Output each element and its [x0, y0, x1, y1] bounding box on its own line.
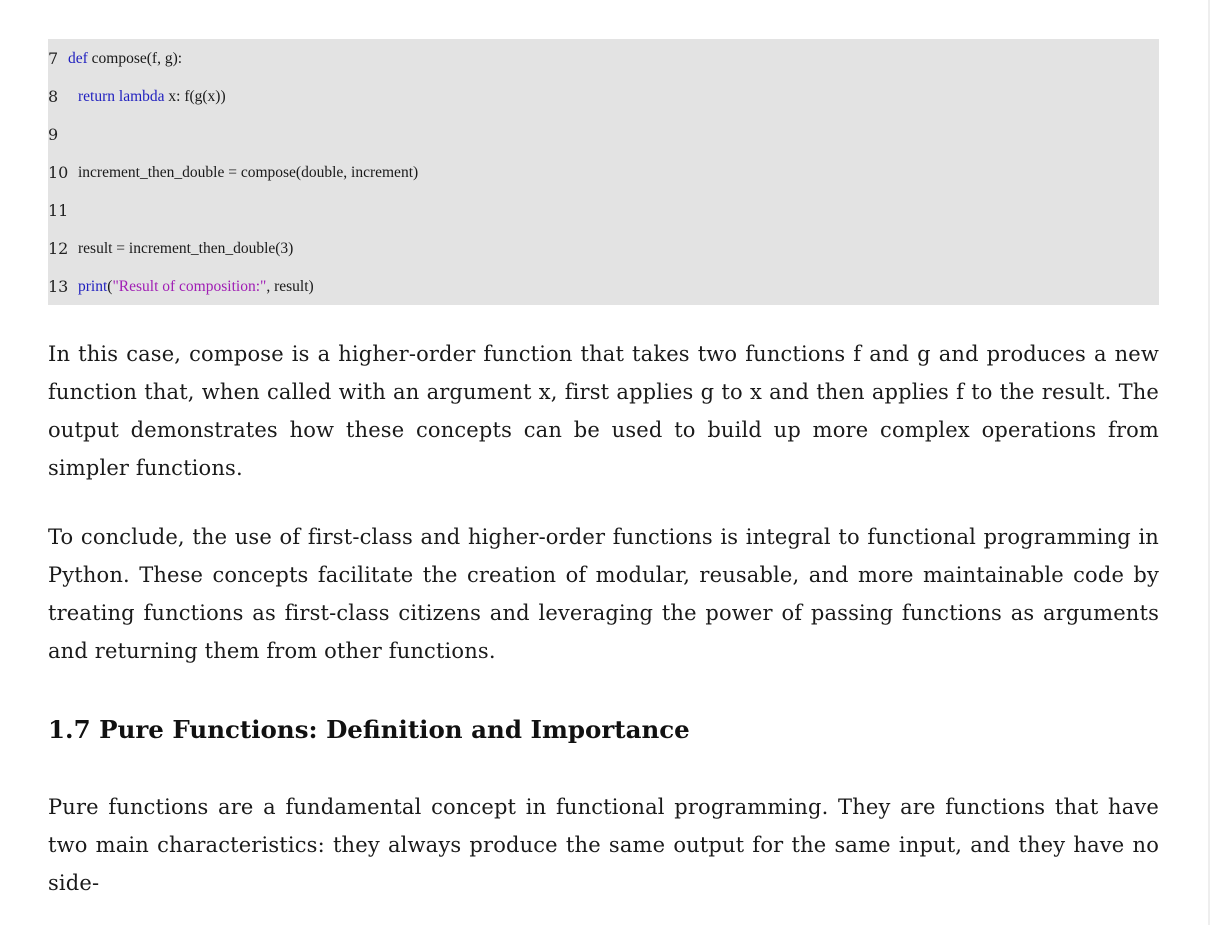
code-line-11	[48, 192, 1159, 230]
code-text: , result)	[266, 278, 314, 295]
line-number: 9	[48, 125, 59, 144]
code-text: compose(f, g):	[87, 50, 183, 67]
paragraph-compose-explanation: In this case, compose is a higher-order function that takes two functions f and g and produces a new function that, when called with an argument x, first applies g to x and then applies f to the result. The output demonstrates how these concepts can be used to build up more complex operations from simpler functions.	[48, 342, 1159, 480]
paragraph-conclusion: To conclude, the use of first-class and higher-order functions is integral to functional programming in Python. These concepts facilitate the creation of modular, reusable, and more maintainable code by treating functions as first-class citizens and leveraging the power of passing functions as arguments and returning them from other functions.	[48, 525, 1159, 663]
paragraph-pure-functions-intro: Pure functions are a fundamental concept in functional programming. They are functions that have two main characteristics: they always produce the same output for the same input, and they have no side-	[48, 795, 1159, 895]
line-number: 8	[48, 87, 59, 106]
code-keyword: lambda	[118, 88, 165, 105]
code-keyword: return	[78, 88, 116, 105]
code-line-7	[48, 40, 1159, 78]
line-number: 12	[48, 239, 69, 258]
line-number: 10	[48, 163, 69, 182]
code-line-9	[48, 116, 1159, 154]
code-string: "Result of composition:"	[112, 278, 267, 295]
code-line-10	[48, 154, 1159, 192]
code-text: result = increment_then_double(3)	[78, 240, 294, 257]
line-number: 13	[48, 277, 69, 296]
code-text: x: f(g(x))	[164, 88, 226, 105]
code-line-12	[48, 230, 1159, 268]
code-line-13	[48, 268, 1159, 306]
code-keyword: def	[68, 50, 88, 67]
line-number: 7	[48, 49, 59, 68]
section-heading: 1.7 Pure Functions: Definition and Importance	[48, 715, 690, 744]
line-number: 11	[48, 201, 69, 220]
document-page	[48, 39, 1159, 902]
code-line-8	[48, 78, 1159, 116]
code-text: increment_then_double = compose(double, increment)	[78, 164, 419, 181]
code-text: (	[107, 278, 113, 295]
code-block	[48, 39, 1159, 305]
code-keyword: print	[78, 278, 108, 295]
